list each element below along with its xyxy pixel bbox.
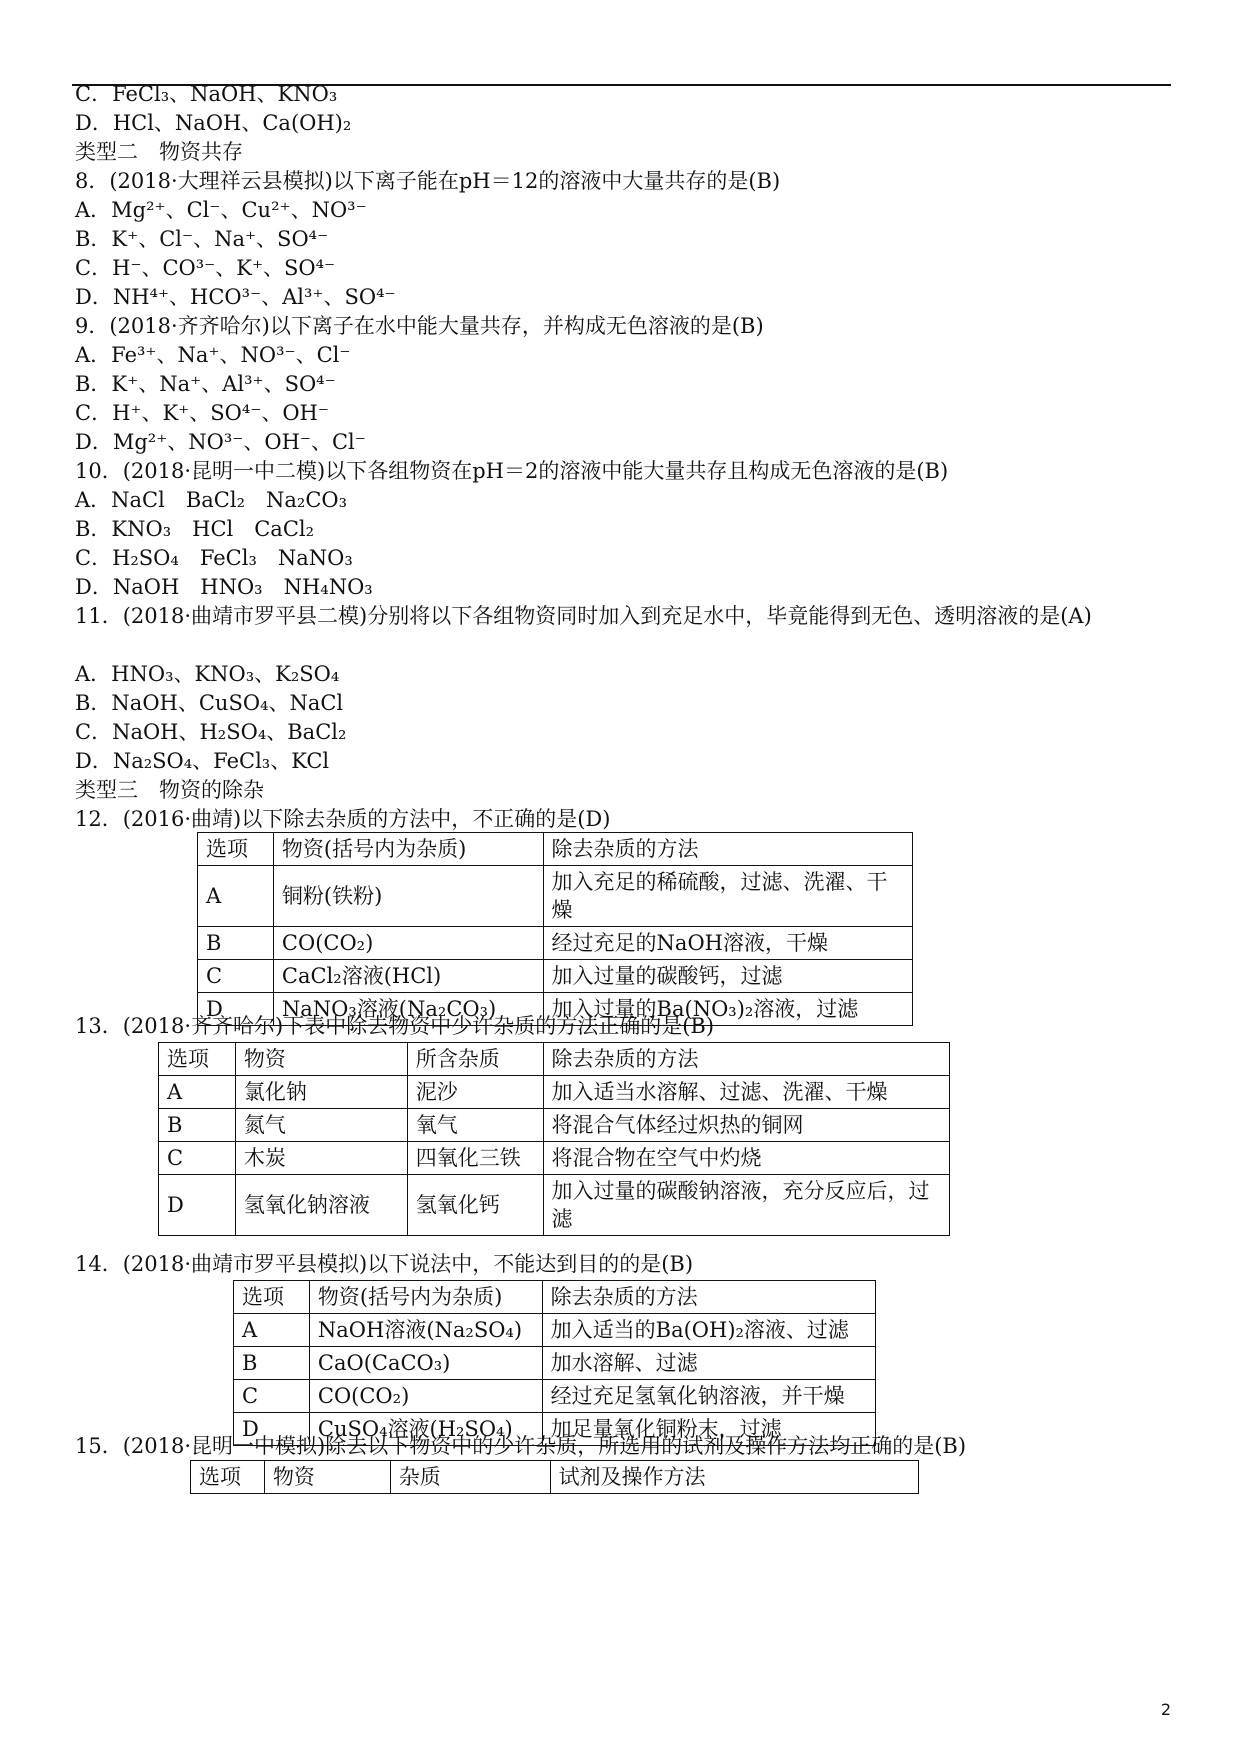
- table-cell: 物资(括号内为杂质): [273, 833, 543, 866]
- question-line: B．NaOH、CuSO₄、NaCl: [75, 691, 344, 715]
- table-cell: 选项: [198, 833, 274, 866]
- question-line: D．NaOH HNO₃ NH₄NO₃: [75, 575, 373, 599]
- table-cell: 加入适当的Ba(OH)₂溶液、过滤: [542, 1314, 875, 1347]
- table-cell: 加入充足的稀硫酸，过滤、洗濯、干燥: [543, 866, 912, 927]
- table-cell: 木炭: [235, 1142, 407, 1175]
- table-row: [159, 1142, 950, 1175]
- table-cell: 除去杂质的方法: [543, 1043, 949, 1076]
- table-cell: 物资: [264, 1461, 390, 1494]
- question-line: D．HCl、NaOH、Ca(OH)₂: [75, 111, 352, 135]
- table-cell: A: [234, 1314, 310, 1347]
- question-line: A．NaCl BaCl₂ Na₂CO₃: [75, 488, 348, 512]
- table-cell: 氢氧化钠溶液: [235, 1175, 407, 1236]
- question-line: 10．(2018·昆明一中二模)以下各组物资在pH＝2的溶液中能大量共存且构成无色溶液的是(B): [75, 459, 949, 483]
- table-row: [159, 1175, 950, 1236]
- table-row: [234, 1281, 876, 1314]
- table-cell: 试剂及操作方法: [550, 1461, 918, 1494]
- table-cell: CO(CO₂): [309, 1380, 542, 1413]
- table-cell: B: [234, 1347, 310, 1380]
- table-cell: C: [198, 960, 274, 993]
- table-cell: 所含杂质: [407, 1043, 543, 1076]
- question-line: C．H₂SO₄ FeCl₃ NaNO₃: [75, 546, 353, 570]
- table-cell: CuSO₄溶液(H₂SO₄): [309, 1413, 542, 1446]
- question-line: 类型二 物资共存: [75, 140, 243, 164]
- table-cell: NaOH溶液(Na₂SO₄): [309, 1314, 542, 1347]
- table-q15: [190, 1460, 919, 1494]
- table-cell: CO(CO₂): [273, 927, 543, 960]
- table-row: [198, 833, 913, 866]
- table-cell: 将混合物在空气中灼烧: [543, 1142, 949, 1175]
- table-cell: D: [234, 1413, 310, 1446]
- table-cell: 氮气: [235, 1109, 407, 1142]
- table-cell: NaNO₃溶液(Na₂CO₃): [273, 993, 543, 1026]
- question-line: 类型三 物资的除杂: [75, 778, 264, 802]
- question-14: 14．(2018·曲靖市罗平县模拟)以下说法中，不能达到目的的是(B): [75, 1252, 694, 1276]
- table-cell: 杂质: [390, 1461, 550, 1494]
- table-cell: 经过充足氢氧化钠溶液，并干燥: [542, 1380, 875, 1413]
- table-cell: 加入适当水溶解、过滤、洗濯、干燥: [543, 1076, 949, 1109]
- table-row: [234, 1347, 876, 1380]
- table-row: [159, 1109, 950, 1142]
- table-row: [198, 927, 913, 960]
- table-row: [234, 1314, 876, 1347]
- table-cell: C: [159, 1142, 236, 1175]
- table-cell: 物资: [235, 1043, 407, 1076]
- question-line: C．H⁺、K⁺、SO⁴⁻、OH⁻: [75, 401, 329, 425]
- table-cell: CaO(CaCO₃): [309, 1347, 542, 1380]
- table-cell: 加入过量的碳酸钙，过滤: [543, 960, 912, 993]
- table-cell: 经过充足的NaOH溶液，干燥: [543, 927, 912, 960]
- question-line: D．NH⁴⁺、HCO³⁻、Al³⁺、SO⁴⁻: [75, 285, 396, 309]
- table-cell: A: [159, 1076, 236, 1109]
- table-cell: B: [198, 927, 274, 960]
- table-q14: [233, 1280, 876, 1446]
- question-line: C．FeCl₃、NaOH、KNO₃: [75, 82, 338, 106]
- table-cell: 铜粉(铁粉): [273, 866, 543, 927]
- table-cell: 选项: [159, 1043, 236, 1076]
- table-cell: 选项: [234, 1281, 310, 1314]
- table-cell: D: [198, 993, 274, 1026]
- question-13: 13．(2018·齐齐哈尔)下表中除去物资中少许杂质的方法正确的是(B): [75, 1014, 715, 1038]
- question-line: A．HNO₃、KNO₃、K₂SO₄: [75, 662, 340, 686]
- table-cell: B: [159, 1109, 236, 1142]
- question-line: 8．(2018·大理祥云县模拟)以下离子能在pH＝12的溶液中大量共存的是(B): [75, 169, 781, 193]
- table-cell: 将混合气体经过炽热的铜网: [543, 1109, 949, 1142]
- table-cell: 加水溶解、过滤: [542, 1347, 875, 1380]
- table-row: [198, 866, 913, 927]
- table-row: [159, 1043, 950, 1076]
- table-row: [159, 1076, 950, 1109]
- question-line: 11．(2018·曲靖市罗平县二模)分别将以下各组物资同时加入到充足水中，毕竟能得到无色、透明溶液的是(A): [75, 604, 1092, 628]
- question-line: B．K⁺、Na⁺、Al³⁺、SO⁴⁻: [75, 372, 336, 396]
- table-cell: 泥沙: [407, 1076, 543, 1109]
- table-cell: 氯化钠: [235, 1076, 407, 1109]
- table-cell: 除去杂质的方法: [543, 833, 912, 866]
- table-cell: 加入过量的Ba(NO₃)₂溶液，过滤: [543, 993, 912, 1026]
- table-cell: 加足量氧化铜粉末，过滤: [542, 1413, 875, 1446]
- table-row: [191, 1461, 919, 1494]
- table-row: [234, 1380, 876, 1413]
- table-cell: 物资(括号内为杂质): [309, 1281, 542, 1314]
- table-cell: 除去杂质的方法: [542, 1281, 875, 1314]
- question-line: A．Fe³⁺、Na⁺、NO³⁻、Cl⁻: [75, 343, 351, 367]
- question-line: C．NaOH、H₂SO₄、BaCl₂: [75, 720, 347, 744]
- table-cell: 氢氧化钙: [407, 1175, 543, 1236]
- question-15: 15．(2018·昆明一中模拟)除去以下物资中的少许杂质，所选用的试剂及操作方法均正确的是(B): [75, 1434, 967, 1458]
- table-cell: D: [159, 1175, 236, 1236]
- table-q12: [197, 832, 913, 1026]
- question-line: D．Mg²⁺、NO³⁻、OH⁻、Cl⁻: [75, 430, 366, 454]
- question-line: B．K⁺、Cl⁻、Na⁺、SO⁴⁻: [75, 227, 329, 251]
- table-cell: 四氧化三铁: [407, 1142, 543, 1175]
- question-line: C．H⁻、CO³⁻、K⁺、SO⁴⁻: [75, 256, 336, 280]
- question-line: D．Na₂SO₄、FeCl₃、KCl: [75, 749, 330, 773]
- question-line: 12．(2016·曲靖)以下除去杂质的方法中，不正确的是(D): [75, 807, 611, 831]
- question-line: A．Mg²⁺、Cl⁻、Cu²⁺、NO³⁻: [75, 198, 367, 222]
- table-cell: 氧气: [407, 1109, 543, 1142]
- page-number: 2: [1160, 1700, 1171, 1719]
- table-row: [198, 960, 913, 993]
- table-cell: 加入过量的碳酸钠溶液，充分反应后，过滤: [543, 1175, 949, 1236]
- table-q13: [158, 1042, 950, 1236]
- table-cell: C: [234, 1380, 310, 1413]
- table-cell: A: [198, 866, 274, 927]
- question-line: 9．(2018·齐齐哈尔)以下离子在水中能大量共存，并构成无色溶液的是(B): [75, 314, 764, 338]
- question-line: B．KNO₃ HCl CaCl₂: [75, 517, 315, 541]
- table-cell: 选项: [191, 1461, 265, 1494]
- table-cell: CaCl₂溶液(HCl): [273, 960, 543, 993]
